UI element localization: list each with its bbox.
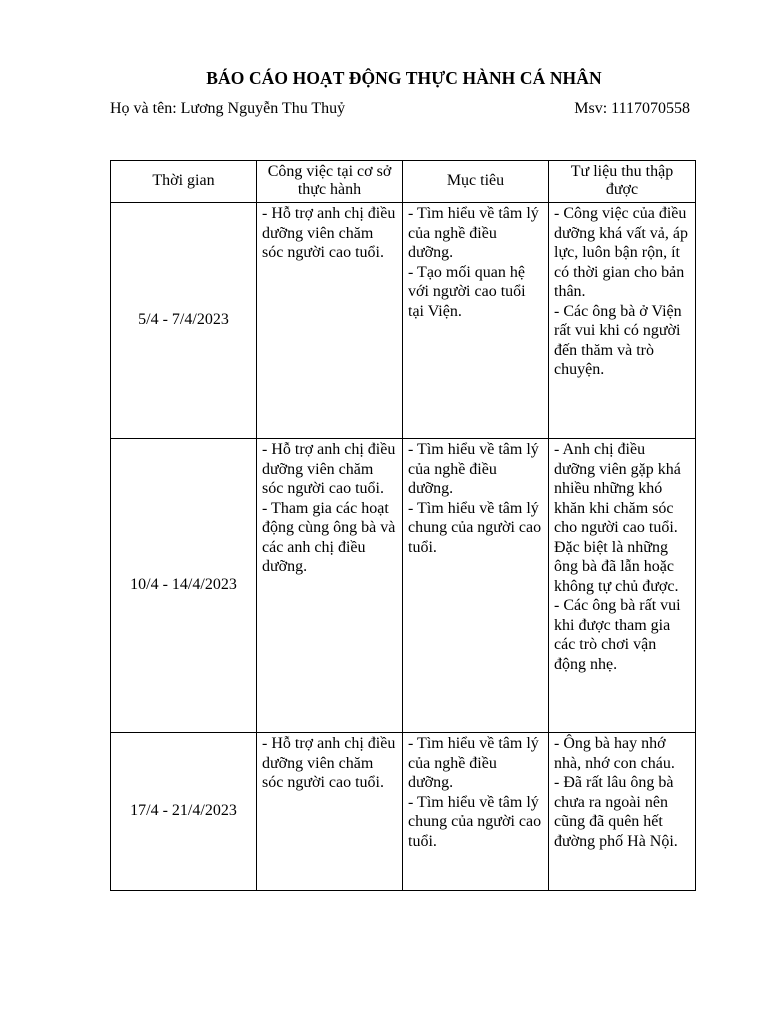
work-item: - Hỗ trợ anh chị điều dưỡng viên chăm sóc người cao tuổi. (262, 441, 396, 497)
material-item: - Các ông bà rất vui khi được tham gia các trò chơi vận động nhẹ. (554, 597, 681, 673)
table-row (111, 733, 696, 891)
header-material: Tư liệu thu thập được (549, 161, 696, 203)
goal-item: - Tìm hiểu về tâm lý của nghề điều dưỡng. (408, 735, 539, 791)
table-row (111, 203, 696, 439)
work-item: - Hỗ trợ anh chị điều dưỡng viên chăm sóc người cao tuổi. (262, 205, 396, 261)
report-title: BÁO CÁO HOẠT ĐỘNG THỰC HÀNH CÁ NHÂN (206, 68, 602, 88)
goal-item: - Tìm hiểu về tâm lý chung của người cao tuổi. (408, 793, 542, 850)
material-cell (549, 439, 696, 733)
work-cell (257, 733, 403, 891)
goal-item: - Tạo mối quan hệ với người cao tuổi tại Viện. (408, 263, 526, 320)
material-cell (549, 733, 696, 891)
work-cell (257, 439, 403, 733)
goal-item: - Tìm hiểu về tâm lý chung của người cao tuổi. (408, 499, 542, 556)
header-time: Thời gian (111, 161, 257, 203)
material-item: - Anh chị điều dưỡng viên gặp khá nhiều những khó khăn khi chăm sóc cho người cao tuổi. Đặc biệt là những ông bà đã lẫn hoặc không tự chủ được. (554, 441, 681, 595)
table-header-row (111, 161, 696, 203)
time-cell: 17/4 - 21/4/2023 (111, 733, 257, 891)
time-cell: 10/4 - 14/4/2023 (111, 439, 257, 733)
goal-cell (403, 439, 549, 733)
goal-cell (403, 203, 549, 439)
material-item: - Công việc của điều dưỡng khá vất vả, áp lực, luôn bận rộn, ít có thời gian cho bản thân. (554, 205, 688, 300)
header-work: Công việc tại cơ sở thực hành (257, 161, 403, 203)
material-cell (549, 203, 696, 439)
goal-cell (403, 733, 549, 891)
student-id: Msv: 1117070558 (574, 100, 690, 117)
work-item: - Tham gia các hoạt động cùng ông bà và các anh chị điều dưỡng. (262, 499, 396, 575)
activity-table (110, 160, 696, 891)
material-item: - Đã rất lâu ông bà chưa ra ngoài nên cũng đã quên hết đường phố Hà Nội. (554, 774, 678, 850)
header-goal: Mục tiêu (403, 161, 549, 203)
student-name: Họ và tên: Lương Nguyễn Thu Thuỷ (110, 100, 346, 117)
goal-item: - Tìm hiểu về tâm lý của nghề điều dưỡng. (408, 441, 539, 497)
table-row (111, 439, 696, 733)
work-item: - Hỗ trợ anh chị điều dưỡng viên chăm sóc người cao tuổi. (262, 735, 396, 791)
material-item: - Các ông bà ở Viện rất vui khi có người đến thăm và trò chuyện. (554, 302, 682, 378)
goal-item: - Tìm hiểu về tâm lý của nghề điều dưỡng. (408, 205, 539, 261)
time-cell: 5/4 - 7/4/2023 (111, 203, 257, 439)
work-cell (257, 203, 403, 439)
material-item: - Ông bà hay nhớ nhà, nhớ con cháu. (554, 735, 675, 772)
